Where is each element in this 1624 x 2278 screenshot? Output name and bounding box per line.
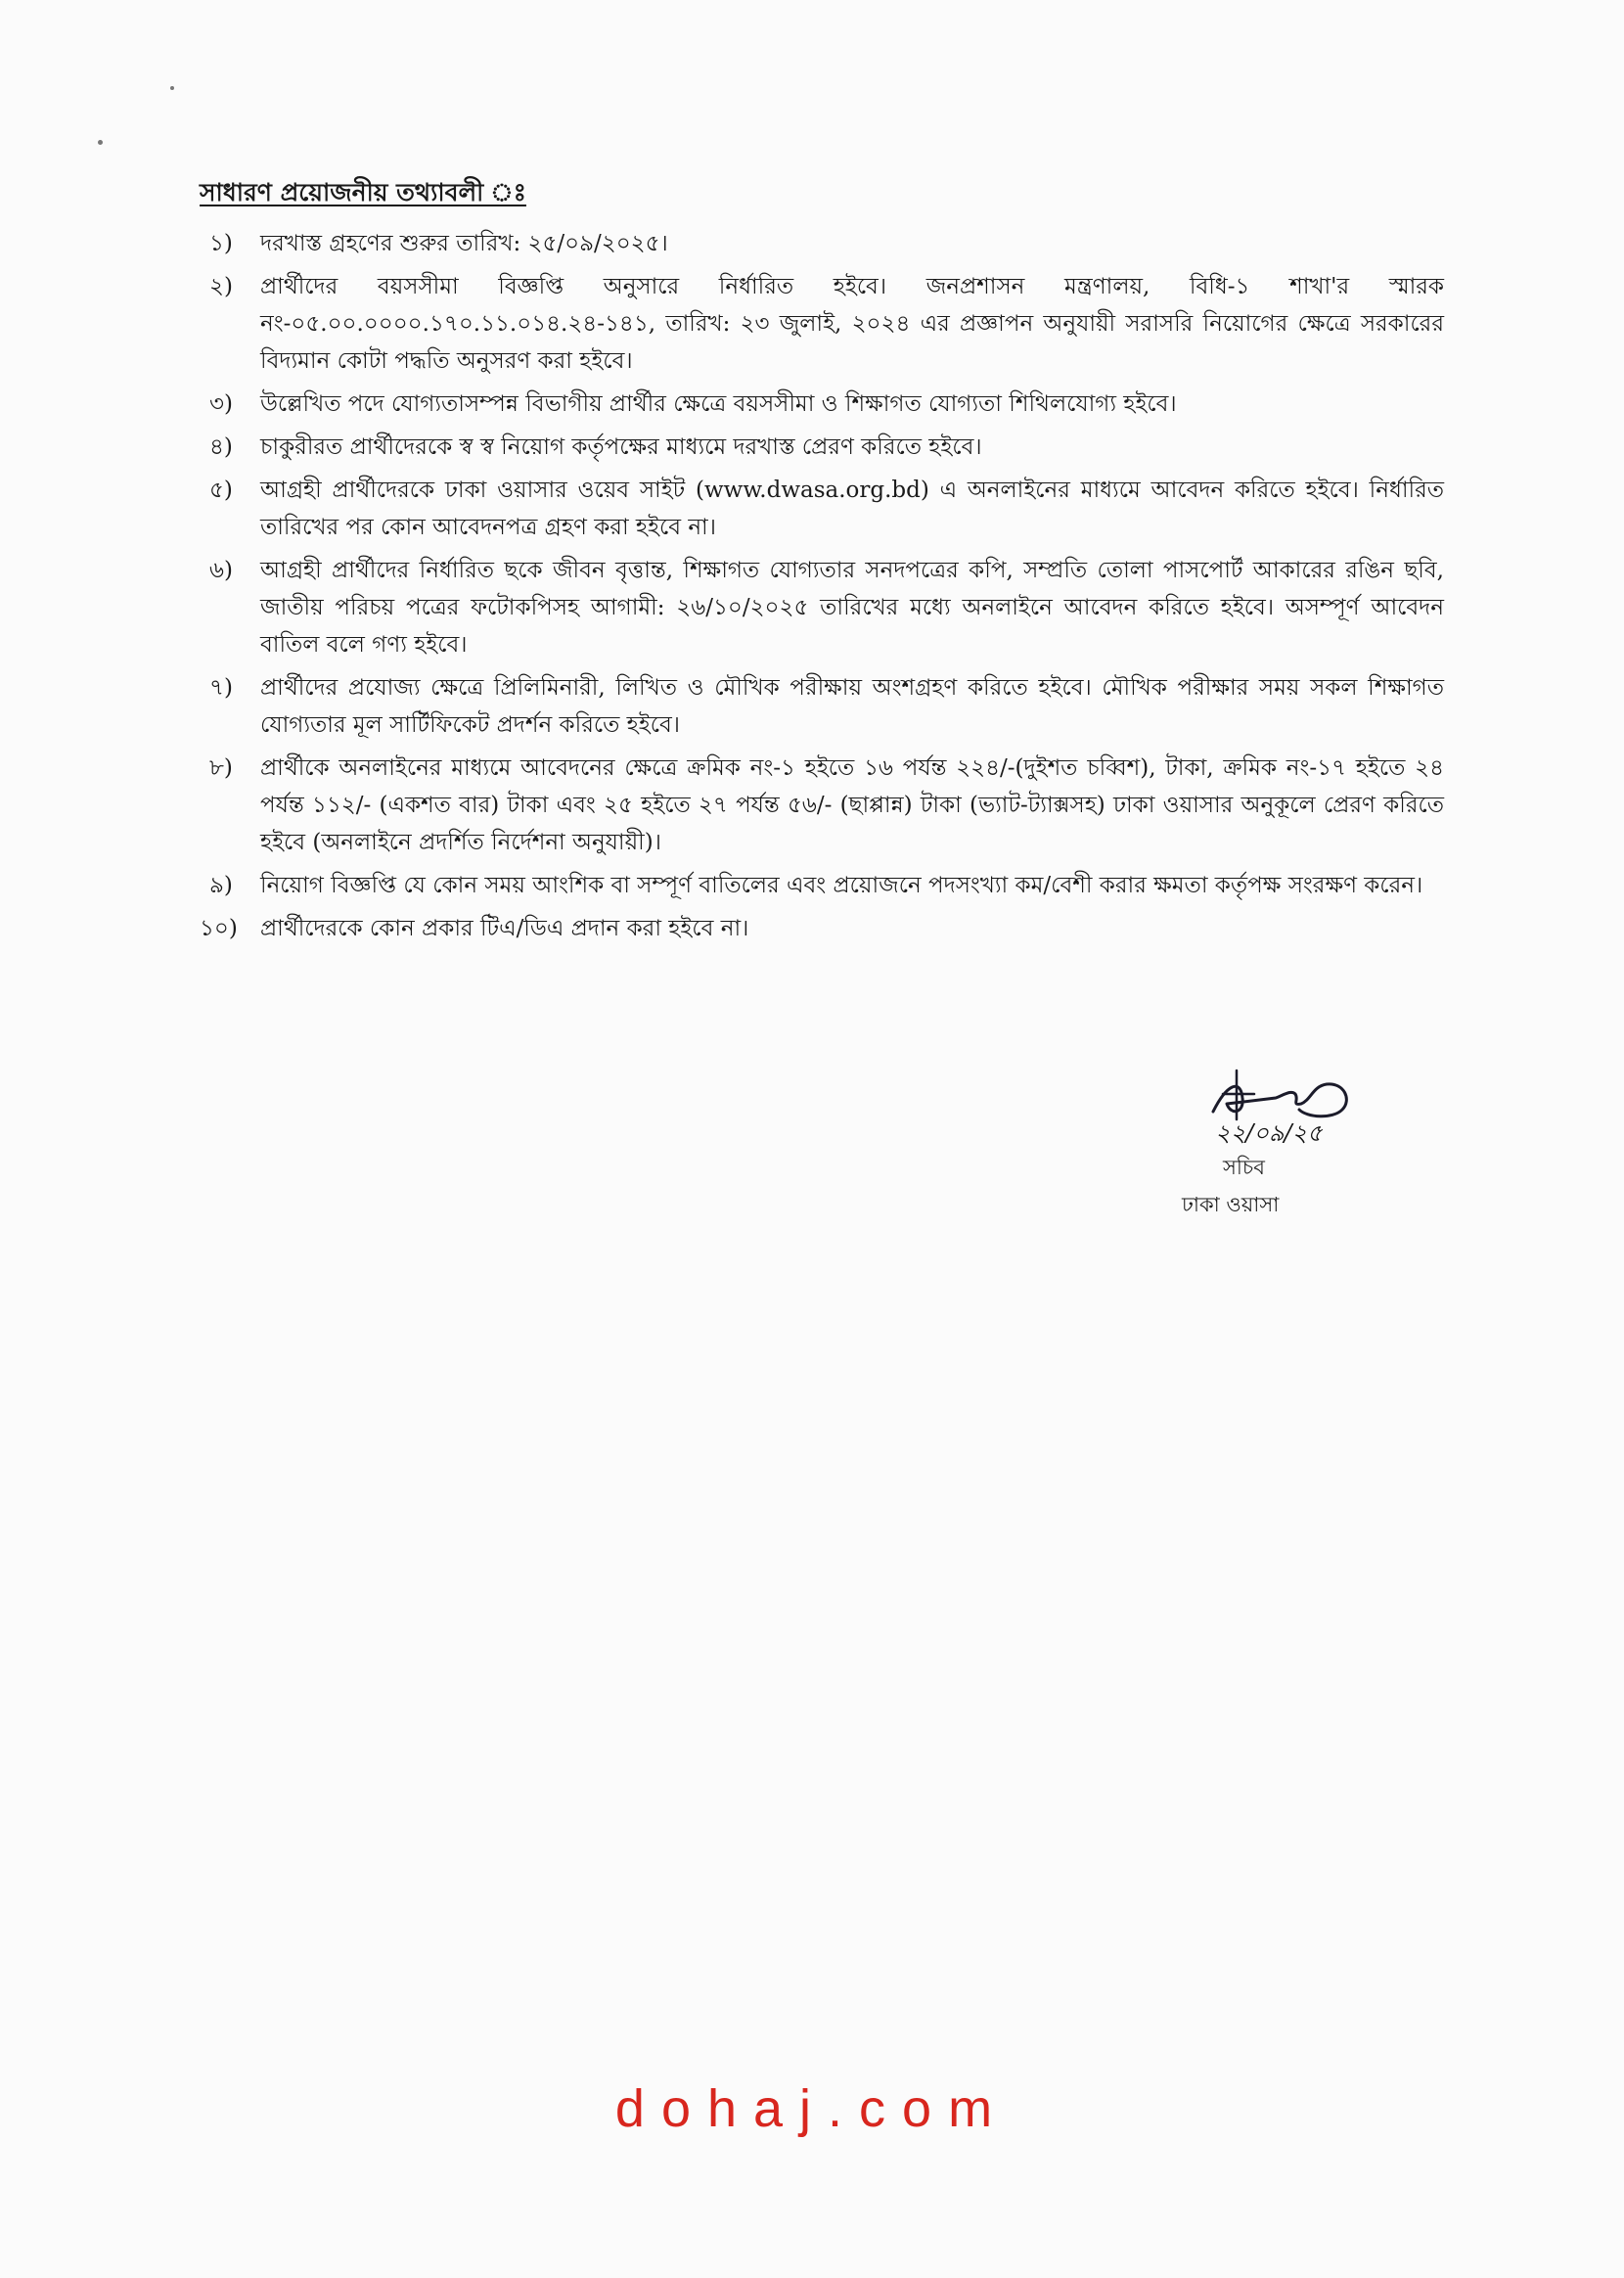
item-text: চাকুরীরত প্রার্থীদেরকে স্ব স্ব নিয়োগ কর্তৃপক্ষের মাধ্যমে দরখাস্ত প্রেরণ করিতে হইবে। — [260, 434, 982, 460]
item-number: ৯) — [209, 873, 233, 898]
item-number: ৩) — [209, 391, 233, 417]
item-text: নিয়োগ বিজ্ঞপ্তি যে কোন সময় আংশিক বা সম্পূর্ণ বাতিলের এবং প্রয়োজনে পদসংখ্যা কম/বেশী করার ক্ষমতা কর্তৃপক্ষ সংরক্ষণ করেন। — [260, 873, 1423, 898]
list-item — [209, 552, 1444, 663]
list-item — [209, 268, 1444, 380]
list-item — [209, 472, 1444, 546]
item-number: ৪) — [209, 434, 233, 460]
item-text: প্রার্থীদের বয়সসীমা বিজ্ঞপ্তি অনুসারে নির্ধারিত হইবে। জনপ্রশাসন মন্ত্রণালয়, বিধি-১ শাখা'র স্মারক নং-০৫.০০.০০০০.১৭০.১১.০১৪.২৪-১৪১, তারিখ: ২৩ জুলাই, ২০২৪ এর প্রজ্ঞাপন অনুযায়ী সরাসরি নিয়োগের ক্ষেত্রে সরকারের বিদ্যমান কোটা পদ্ধতি অনুসরণ করা হইবে। — [260, 274, 1444, 374]
item-number: ১) — [209, 231, 233, 256]
list-item — [209, 750, 1444, 861]
item-number: ৭) — [209, 675, 233, 701]
item-text: প্রার্থীকে অনলাইনের মাধ্যমে আবেদনের ক্ষেত্রে ক্রমিক নং-১ হইতে ১৬ পর্যন্ত ২২৪/-(দুইশত চব্বিশ), টাকা, ক্রমিক নং-১৭ হইতে ২৪ পর্যন্ত ১১২/- (একশত বার) টাকা এবং ২৫ হইতে ২৭ পর্যন্ত ৫৬/- (ছাপ্পান্ন) টাকা (ভ্যাট-ট্যাক্সসহ) ঢাকা ওয়াসার অনুকূলে প্রেরণ করিতে হইবে (অনলাইনে প্রদর্শিত নির্দেশনা অনুযায়ী)। — [260, 755, 1444, 855]
item-number: ৬) — [209, 558, 233, 583]
section-heading: সাধারণ প্রয়োজনীয় তথ্যাবলী ঃ — [200, 178, 526, 206]
item-text: দরখাস্ত গ্রহণের শুরুর তারিখ: ২৫/০৯/২০২৫। — [260, 231, 668, 256]
item-number: ৮) — [209, 755, 233, 781]
item-number: ২) — [209, 274, 233, 299]
signature-date: ২২/০৯/২৫ — [1215, 1119, 1323, 1147]
signatory-designation: সচিব — [1223, 1156, 1265, 1179]
scan-speck — [98, 140, 103, 145]
list-item — [209, 669, 1444, 744]
scan-speck — [170, 86, 174, 90]
item-text: আগ্রহী প্রার্থীদেরকে ঢাকা ওয়াসার ওয়েব সাইট (www.dwasa.org.bd) এ অনলাইনের মাধ্যমে আবেদন করিতে হইবে। নির্ধারিত তারিখের পর কোন আবেদনপত্র গ্রহণ করা হইবে না। — [260, 478, 1444, 540]
watermark-text: dohaj.com — [614, 2079, 1010, 2138]
list-item — [200, 910, 1444, 947]
information-list — [200, 225, 1444, 953]
item-text: আগ্রহী প্রার্থীদের নির্ধারিত ছকে জীবন বৃত্তান্ত, শিক্ষাগত যোগ্যতার সনদপত্রের কপি, সম্প্রতি তোলা পাসপোর্ট আকারের রঙিন ছবি, জাতীয় পরিচয় পত্রের ফটোকপিসহ আগামী: ২৬/১০/২০২৫ তারিখের মধ্যে অনলাইনে আবেদন করিতে হইবে। অসম্পূর্ণ আবেদন বাতিল বলে গণ্য হইবে। — [260, 558, 1444, 658]
list-item — [209, 429, 1444, 466]
signatory-organization: ঢাকা ওয়াসা — [1182, 1193, 1280, 1216]
item-number: ১০) — [200, 916, 238, 941]
item-text: প্রার্থীদেরকে কোন প্রকার টিএ/ডিএ প্রদান করা হইবে না। — [260, 916, 749, 941]
list-item — [209, 386, 1444, 423]
item-number: ৫) — [209, 478, 233, 503]
list-item — [209, 867, 1444, 904]
list-item — [209, 225, 1444, 262]
item-text: প্রার্থীদের প্রযোজ্য ক্ষেত্রে প্রিলিমিনারী, লিখিত ও মৌখিক পরীক্ষায় অংশগ্রহণ করিতে হইবে। মৌখিক পরীক্ষার সময় সকল শিক্ষাগত যোগ্যতার মূল সার্টিফিকেট প্রদর্শন করিতে হইবে। — [260, 675, 1444, 738]
item-text: উল্লেখিত পদে যোগ্যতাসম্পন্ন বিভাগীয় প্রার্থীর ক্ষেত্রে বয়সসীমা ও শিক্ষাগত যোগ্যতা শিথিলযোগ্য হইবে। — [260, 391, 1177, 417]
